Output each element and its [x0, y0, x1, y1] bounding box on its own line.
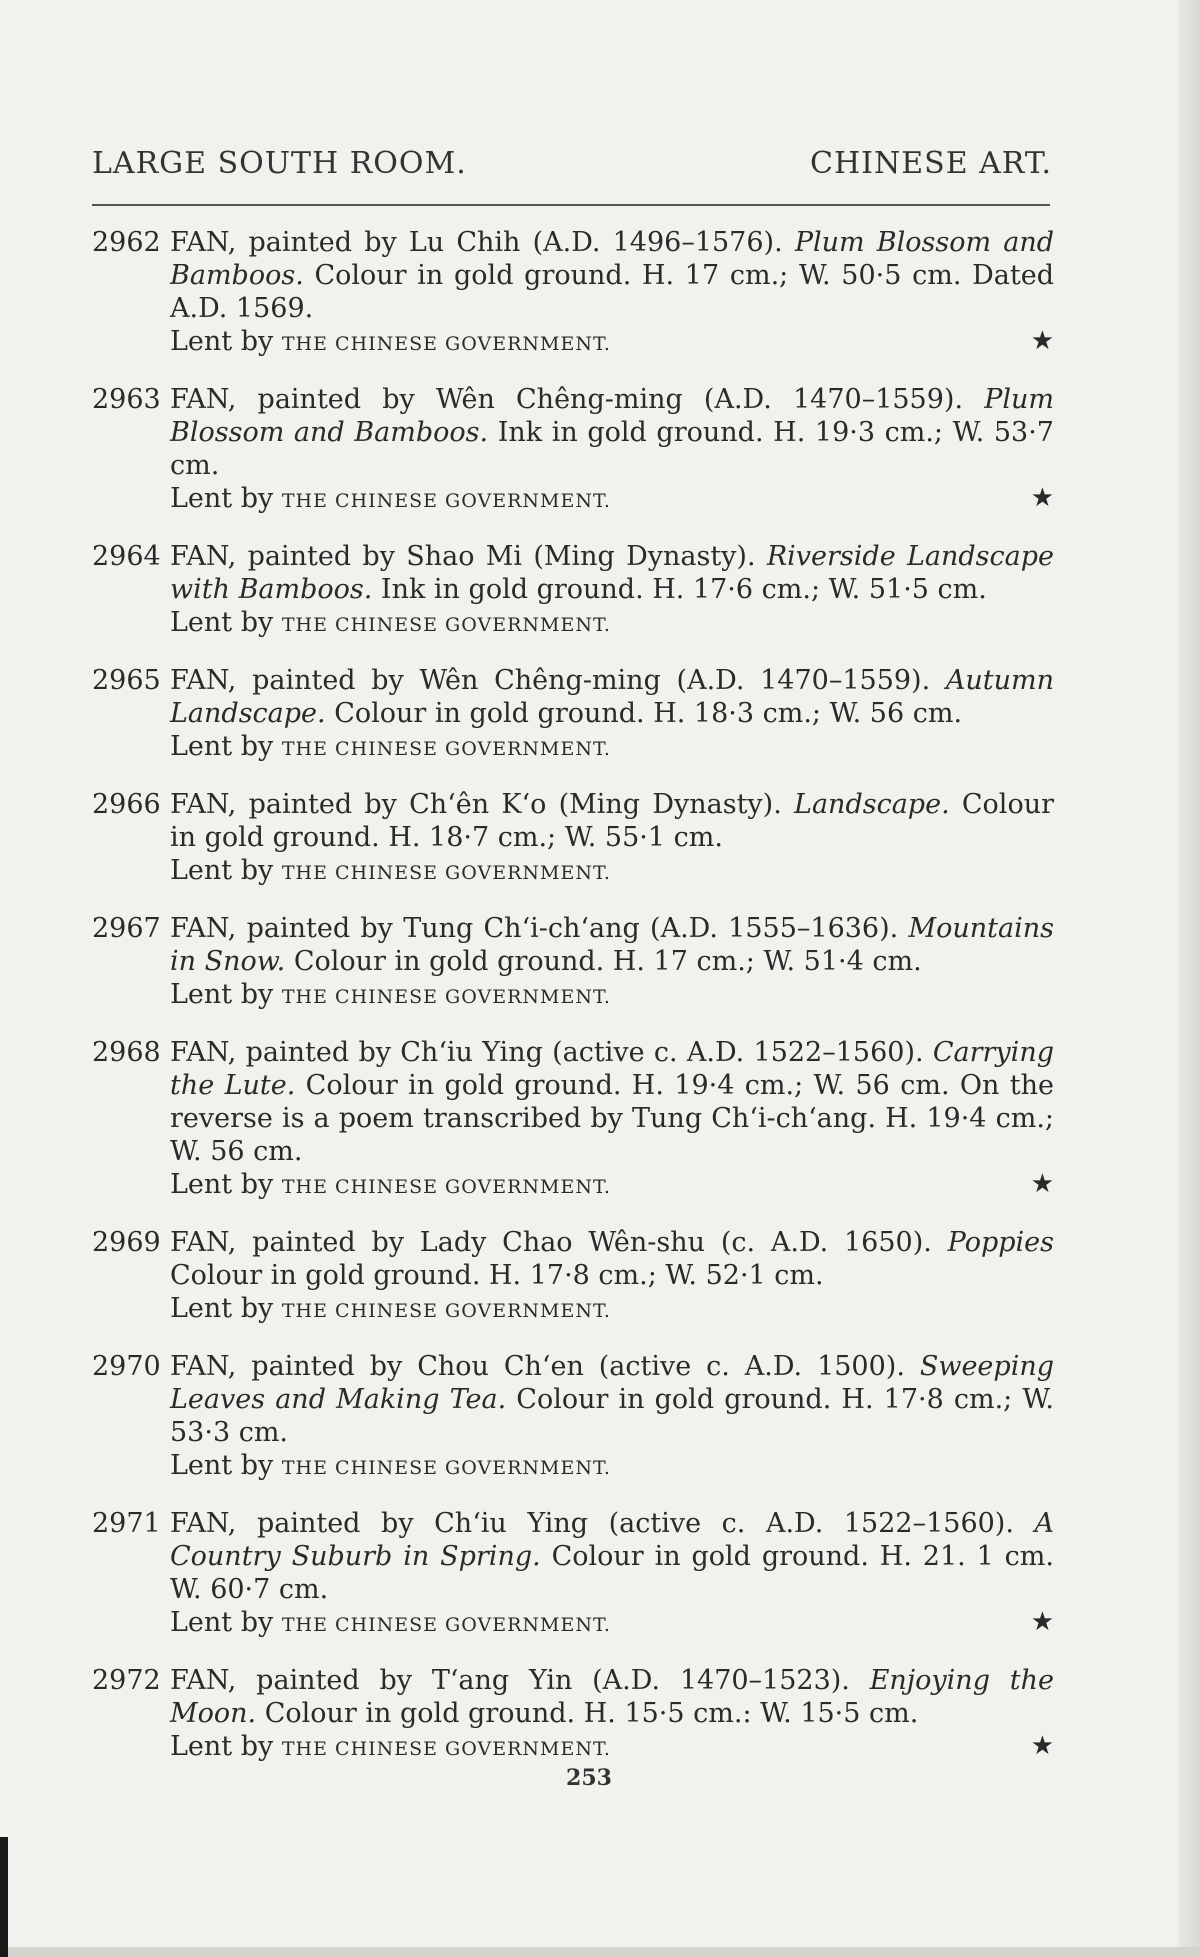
running-header [92, 146, 1052, 181]
entry-title: Plum Blossom and Bamboos. [170, 227, 1054, 291]
entry-text: FAN, painted by Lady Chao Wên-shu (c. A.D. 1650). [170, 1227, 948, 1258]
lender-name: THE CHINESE GOVERNMENT. [281, 490, 611, 512]
catalogue-entry [92, 1664, 1054, 1766]
lender-name: THE CHINESE GOVERNMENT. [281, 1614, 611, 1636]
entry-details: Colour in gold ground. H. 21. 1 cm. W. 60·7 cm. [170, 1541, 1054, 1605]
lender-name: THE CHINESE GOVERNMENT. [281, 1300, 611, 1322]
entry-description [170, 788, 1054, 854]
entry-number: 2971 [92, 1508, 161, 1539]
entry-list [92, 226, 1054, 1788]
lender-name: THE CHINESE GOVERNMENT. [281, 1176, 611, 1198]
catalogue-entry [92, 788, 1054, 890]
entry-text: FAN, painted by Ch‘ên K‘o (Ming Dynasty). [170, 789, 795, 820]
entry-title: Landscape. [794, 789, 950, 820]
entry-lender-line [170, 978, 1054, 1014]
entry-description [170, 912, 1054, 978]
catalogue-entry [92, 1226, 1054, 1328]
entry-lender-line [170, 606, 1054, 642]
page-edge-shadow [1178, 0, 1200, 1957]
entry-lender-line [170, 1606, 1054, 1642]
entry-lender-line [170, 325, 1054, 361]
lent-by-label: Lent by [170, 979, 274, 1010]
catalogue-entry [92, 540, 1054, 642]
catalogue-entry [92, 383, 1054, 518]
lender-name: THE CHINESE GOVERNMENT. [281, 1738, 611, 1760]
lent-by-label: Lent by [170, 1731, 274, 1762]
entry-number: 2963 [92, 384, 161, 415]
entry-title: Plum Blossom and Bamboos. [170, 384, 1054, 448]
entry-title: Carrying the Lute. [170, 1037, 1054, 1101]
entry-description [170, 1664, 1054, 1730]
entry-body [170, 1226, 1054, 1328]
entry-details: Colour in gold ground. H. 17 cm.; W. 50·5 cm. Dated A.D. 1569. [170, 260, 1054, 324]
entry-text: FAN, painted by Ch‘iu Ying (active c. A.D. 1522–1560). [170, 1508, 1035, 1539]
entry-lender-line [170, 1292, 1054, 1328]
entry-description [170, 1226, 1054, 1292]
entry-number: 2968 [92, 1037, 161, 1068]
lent-by-label: Lent by [170, 483, 274, 514]
lent-by-label: Lent by [170, 326, 274, 357]
entry-body [170, 226, 1054, 361]
entry-lender-line [170, 854, 1054, 890]
entry-description [170, 540, 1054, 606]
entry-title: A Country Suburb in Spring. [170, 1508, 1054, 1572]
star-icon: ★ [1030, 1731, 1054, 1761]
entry-lender-line [170, 730, 1054, 766]
lender-name: THE CHINESE GOVERNMENT. [281, 1457, 611, 1479]
entry-body [170, 912, 1054, 1014]
entry-body [170, 664, 1054, 766]
entry-details: Ink in gold ground. H. 17·6 cm.; W. 51·5 cm. [372, 574, 987, 605]
lender-name: THE CHINESE GOVERNMENT. [281, 738, 611, 760]
page-bottom-edge [0, 1947, 1200, 1957]
binding-edge [0, 1837, 8, 1957]
catalogue-entry [92, 912, 1054, 1014]
entry-number: 2966 [92, 789, 161, 820]
entry-text: FAN, painted by T‘ang Yin (A.D. 1470–1523). [170, 1665, 870, 1696]
entry-body [170, 788, 1054, 890]
lent-by-label: Lent by [170, 855, 274, 886]
lent-by-label: Lent by [170, 731, 274, 762]
entry-details: Colour in gold ground. H. 19·4 cm.; W. 56 cm. On the reverse is a poem transcribed by Tung Ch‘i-ch‘ang. H. 19·4 cm.; W. 56 cm. [170, 1070, 1054, 1167]
entry-number: 2965 [92, 665, 161, 696]
entry-description [170, 226, 1054, 325]
entry-details: Colour in gold ground. H. 17·8 cm.; W. 53·3 cm. [170, 1384, 1055, 1448]
entry-body [170, 1036, 1054, 1204]
entry-description [170, 1036, 1054, 1168]
star-icon: ★ [1030, 326, 1054, 356]
star-icon: ★ [1030, 1169, 1054, 1199]
entry-lender-line [170, 1168, 1054, 1204]
entry-text: FAN, painted by Tung Ch‘i-ch‘ang (A.D. 1555–1636). [170, 913, 909, 944]
entry-details: Colour in gold ground. H. 17·8 cm.; W. 52·1 cm. [170, 1260, 824, 1291]
entry-details: Colour in gold ground. H. 18·3 cm.; W. 56 cm. [325, 698, 963, 729]
lent-by-label: Lent by [170, 1169, 274, 1200]
lent-by-label: Lent by [170, 1293, 274, 1324]
entry-body [170, 383, 1054, 518]
entry-description [170, 664, 1054, 730]
entry-title: Enjoying the Moon. [170, 1665, 1054, 1729]
entry-number: 2969 [92, 1227, 161, 1258]
catalogue-entry [92, 1036, 1054, 1204]
entry-text: FAN, painted by Wên Chêng-ming (A.D. 1470–1559). [170, 665, 946, 696]
catalogue-entry [92, 226, 1054, 361]
entry-text: FAN, painted by Ch‘iu Ying (active c. A.D. 1522–1560). [170, 1037, 933, 1068]
lent-by-label: Lent by [170, 1450, 274, 1481]
entry-number: 2970 [92, 1351, 161, 1382]
entry-number: 2967 [92, 913, 161, 944]
catalogue-entry [92, 664, 1054, 766]
entry-details: Colour in gold ground. H. 15·5 cm.: W. 15·5 cm. [256, 1698, 919, 1729]
lender-name: THE CHINESE GOVERNMENT. [281, 986, 611, 1008]
catalogue-entry [92, 1507, 1054, 1642]
entry-description [170, 1507, 1054, 1606]
entry-number: 2972 [92, 1665, 161, 1696]
header-section: CHINESE ART. [810, 146, 1052, 181]
entry-lender-line [170, 1730, 1054, 1766]
entry-body [170, 1350, 1054, 1485]
entry-description [170, 383, 1054, 482]
entry-text: FAN, painted by Chou Ch‘en (active c. A.D. 1500). [170, 1351, 920, 1382]
page-number: 253 [566, 1765, 612, 1791]
entry-title: Riverside Landscape with Bamboos. [170, 541, 1054, 605]
header-room: LARGE SOUTH ROOM. [92, 146, 467, 181]
star-icon: ★ [1030, 483, 1054, 513]
entry-description [170, 1350, 1054, 1449]
lender-name: THE CHINESE GOVERNMENT. [281, 333, 611, 355]
catalogue-entry [92, 1350, 1054, 1485]
entry-body [170, 1507, 1054, 1642]
lender-name: THE CHINESE GOVERNMENT. [281, 614, 611, 636]
star-icon: ★ [1030, 1607, 1054, 1637]
entry-title: Poppies [947, 1227, 1054, 1258]
entry-lender-line [170, 482, 1054, 518]
entry-text: FAN, painted by Wên Chêng-ming (A.D. 1470–1559). [170, 384, 985, 415]
entry-lender-line [170, 1449, 1054, 1485]
lent-by-label: Lent by [170, 1607, 274, 1638]
header-rule [92, 204, 1050, 206]
entry-details: Colour in gold ground. H. 18·7 cm.; W. 55·1 cm. [170, 789, 1054, 853]
entry-details: Colour in gold ground. H. 17 cm.; W. 51·4 cm. [285, 946, 922, 977]
entry-text: FAN, painted by Shao Mi (Ming Dynasty). [170, 541, 767, 572]
entry-number: 2964 [92, 541, 161, 572]
entry-text: FAN, painted by Lu Chih (A.D. 1496–1576). [170, 227, 795, 258]
entry-title: Mountains in Snow. [170, 913, 1054, 977]
entry-body [170, 1664, 1054, 1766]
entry-title: Autumn Landscape. [170, 665, 1054, 729]
entry-details: Ink in gold ground. H. 19·3 cm.; W. 53·7 cm. [170, 417, 1054, 481]
lent-by-label: Lent by [170, 607, 274, 638]
entry-title: Sweeping Leaves and Making Tea. [170, 1351, 1054, 1415]
lender-name: THE CHINESE GOVERNMENT. [281, 862, 611, 884]
entry-body [170, 540, 1054, 642]
entry-number: 2962 [92, 227, 161, 258]
